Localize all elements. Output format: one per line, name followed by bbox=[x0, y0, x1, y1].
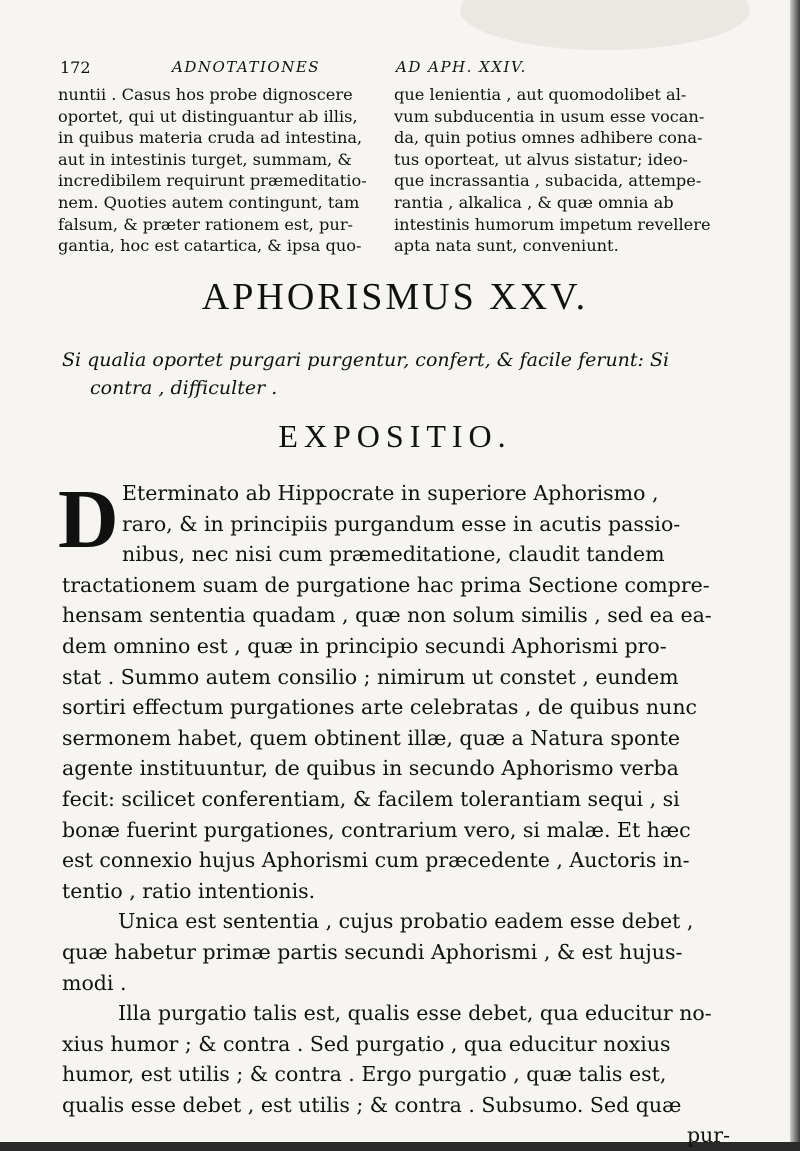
right-column-line: que incrassantia , subacida, attempe- bbox=[394, 171, 702, 191]
expositio-title: EXPOSITIO. bbox=[278, 418, 512, 454]
aphorism-text bbox=[62, 346, 669, 402]
body-line: modi . bbox=[62, 970, 127, 995]
left-column-line: aut in intestinis turget, summam, & bbox=[58, 149, 352, 169]
aphorism-title: APHORISMUS XXV. bbox=[201, 276, 589, 318]
body-line: fecit: scilicet conferentiam, & facilem tolerantiam sequi , si bbox=[62, 786, 680, 811]
left-column-line: incredibilem requirunt præmeditatio- bbox=[58, 171, 367, 191]
body-line: Illa purgatio talis est, qualis esse debet, qua educitur no- bbox=[118, 1001, 712, 1026]
body-line: bonæ fuerint purgationes, contrarium vero, si malæ. Et hæc bbox=[62, 817, 691, 842]
body-line: agente instituuntur, de quibus in secundo Aphorismo verba bbox=[62, 756, 679, 781]
right-column-line: intestinis humorum impetum revellere bbox=[394, 214, 711, 234]
right-column-line: que lenientia , aut quomodolibet al- bbox=[394, 85, 687, 104]
body-line: stat . Summo autem consilio ; nimirum ut constet , eundem bbox=[62, 664, 679, 689]
body-line: sermonem habet, quem obtinent illæ, quæ a Natura sponte bbox=[62, 725, 680, 750]
body-line: quæ habetur primæ partis secundi Aphorismi , & est hujus- bbox=[62, 939, 683, 964]
left-column-line: in quibus materia cruda ad intestina, bbox=[58, 128, 363, 148]
aphorism-line: contra , difficulter . bbox=[90, 377, 278, 399]
left-column-line: nuntii . Casus hos probe dignoscere bbox=[58, 85, 353, 104]
running-header bbox=[60, 58, 750, 82]
right-column-line: tus oporteat, ut alvus sistatur; ideo- bbox=[394, 149, 688, 169]
paper-stain bbox=[460, 0, 750, 50]
body-line: qualis esse debet , est utilis ; & contra . Subsumo. Sed quæ bbox=[62, 1092, 682, 1117]
exposition-body bbox=[62, 478, 730, 1151]
running-title-right: AD APH. XXIV. bbox=[396, 58, 527, 76]
body-line: raro, & in principiis purgandum esse in acutis passio- bbox=[122, 511, 681, 536]
body-line: dem omnino est , quæ in principio secundi Aphorismi pro- bbox=[62, 633, 667, 658]
aphorism-line: Si qualia oportet purgari purgentur, confert, & facile ferunt: Si bbox=[62, 349, 670, 371]
running-title-left: ADNOTATIONES bbox=[172, 58, 321, 76]
body-line: tentio , ratio intentionis. bbox=[62, 878, 316, 903]
body-line: Unica est sententia , cujus probatio eadem esse debet , bbox=[118, 909, 694, 934]
left-column-line: nem. Quoties autem contingunt, tam bbox=[58, 192, 360, 212]
body-line: sortiri effectum purgationes arte celebratas , de quibus nunc bbox=[62, 695, 697, 720]
right-column-line: apta nata sunt, conveniunt. bbox=[394, 236, 619, 256]
body-line: est connexio hujus Aphorismi cum præcedente , Auctoris in- bbox=[62, 848, 690, 873]
body-line: Eterminato ab Hippocrate in superiore Aphorismo , bbox=[122, 481, 659, 505]
body-line: hensam sententia quadam , quæ non solum similis , sed ea ea- bbox=[62, 603, 712, 628]
left-column bbox=[58, 84, 367, 257]
left-column-line: falsum, & præter rationem est, pur- bbox=[58, 214, 354, 234]
body-line: tractationem suam de purgatione hac prima Sectione compre- bbox=[62, 572, 710, 597]
body-line: humor, est utilis ; & contra . Ergo purgatio , quæ talis est, bbox=[62, 1062, 667, 1087]
left-column-line: oportet, qui ut distinguantur ab illis, bbox=[58, 106, 358, 126]
right-column-line: rantia , alkalica , & quæ omnia ab bbox=[394, 192, 674, 212]
right-column-line: vum subducentia in usum esse vocan- bbox=[394, 106, 705, 126]
body-line: nibus, nec nisi cum præmeditatione, claudit tandem bbox=[122, 542, 665, 567]
left-column-line: gantia, hoc est catartica, & ipsa quo- bbox=[58, 236, 362, 256]
page-number: 172 bbox=[60, 58, 91, 77]
catchword: pur- bbox=[686, 1123, 730, 1148]
drop-cap: D bbox=[58, 473, 119, 566]
body-line: xius humor ; & contra . Sed purgatio , qua educitur noxius bbox=[62, 1031, 671, 1056]
right-column-line: da, quin potius omnes adhibere cona- bbox=[394, 128, 703, 148]
right-column bbox=[394, 84, 711, 257]
